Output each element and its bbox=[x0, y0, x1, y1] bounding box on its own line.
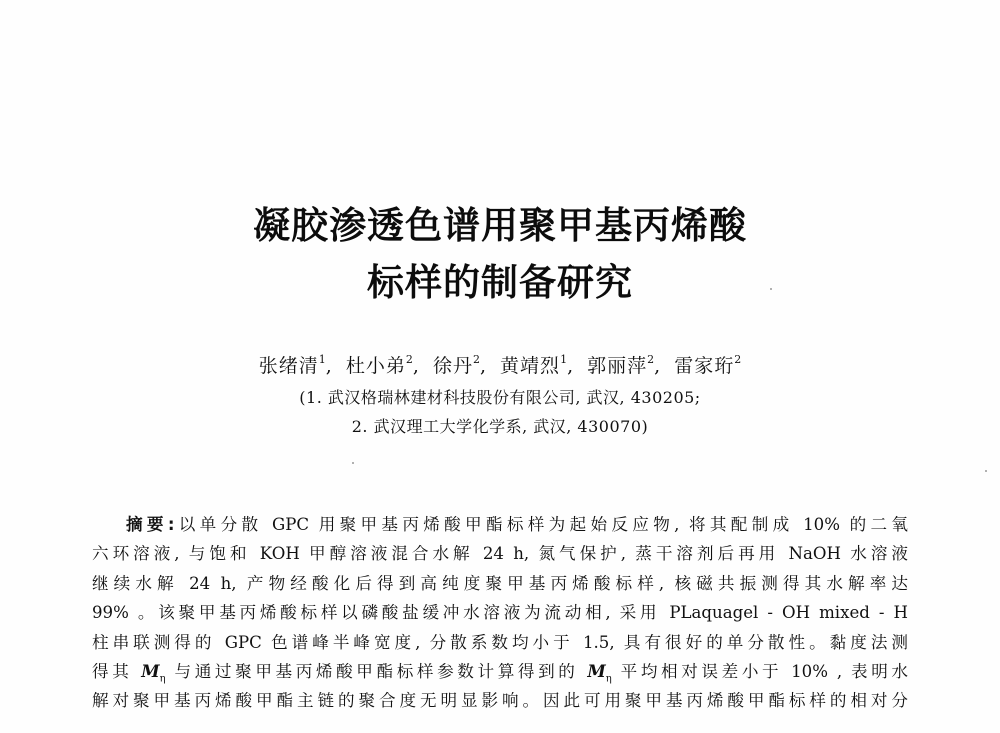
abstract-text: 平均相对误差小于 10% , 表明水 bbox=[611, 661, 908, 681]
viscosity-molecular-weight-symbol bbox=[587, 660, 612, 685]
abstract bbox=[92, 510, 908, 716]
affiliation-line-1: (1. 武汉格瑞林建材科技股份有限公司, 武汉, 430205; bbox=[299, 388, 701, 407]
author-name: 张绪清 bbox=[258, 355, 319, 377]
author-affil-mark: 2 bbox=[647, 353, 655, 366]
scan-speck bbox=[352, 462, 354, 464]
abstract-line: 99% 。该聚甲基丙烯酸标样以磷酸盐缓冲水溶液为流动相, 采用 PLaquagel - OH mixed - H bbox=[92, 603, 908, 623]
author bbox=[433, 355, 480, 377]
author bbox=[500, 355, 567, 377]
author bbox=[259, 355, 326, 377]
viscosity-molecular-weight-symbol bbox=[141, 660, 166, 685]
abstract-line: 解对聚甲基丙烯酸甲酯主链的聚合度无明显影响。因此可用聚甲基丙烯酸甲酯标样的相对分 bbox=[92, 691, 908, 711]
abstract-text: 得其 bbox=[92, 661, 142, 681]
symbol-m: M bbox=[587, 660, 606, 681]
abstract-label: 摘要: bbox=[126, 515, 175, 534]
abstract-line bbox=[92, 657, 908, 686]
abstract-line bbox=[92, 510, 908, 539]
affiliation-line-2: 2. 武汉理工大学化学系, 武汉, 430070) bbox=[351, 417, 649, 436]
abstract-line: 六环溶液, 与饱和 KOH 甲醇溶液混合水解 24 h, 氮气保护, 蒸干溶剂后再用 NaOH 水溶液 bbox=[92, 544, 908, 564]
abstract-text: 以单分散 GPC 用聚甲基丙烯酸甲酯标样为起始反应物, 将其配制成 10% 的二氧 bbox=[174, 515, 908, 534]
abstract-line: 柱串联测得的 GPC 色谱峰半峰宽度, 分散系数均小于 1.5, 具有很好的单分散性。黏度法测 bbox=[92, 632, 908, 652]
author-affil-mark: 2 bbox=[734, 353, 742, 366]
paper-title-line-2: 标样的制备研究 bbox=[367, 261, 633, 304]
author-name: 郭丽萍 bbox=[587, 355, 648, 377]
author-affil-mark: 1 bbox=[318, 353, 326, 366]
symbol-eta: η bbox=[159, 673, 166, 685]
author-list: 张绪清$^1$, 杜小弟$^2$, 徐丹$^2$, 黄靖烈$^1$, 郭丽萍$^2$, 雷家珩$^2$ bbox=[258, 353, 742, 377]
author-name: 杜小弟 bbox=[345, 355, 406, 377]
author bbox=[587, 355, 654, 377]
author-name: 雷家珩 bbox=[674, 355, 735, 377]
author-affil-mark: 2 bbox=[405, 353, 413, 366]
abstract-line: 继续水解 24 h, 产物经酸化后得到高纯度聚甲基丙烯酸标样, 核磁共振测得其水解率达 bbox=[92, 573, 908, 593]
abstract-text: 与通过聚甲基丙烯酸甲酯标样参数计算得到的 bbox=[165, 661, 588, 681]
scan-speck bbox=[770, 288, 772, 290]
author bbox=[674, 355, 741, 377]
symbol-eta: η bbox=[605, 673, 612, 685]
author bbox=[346, 355, 413, 377]
author-affil-mark: 2 bbox=[472, 353, 480, 366]
scan-speck bbox=[985, 470, 987, 472]
author-name: 徐丹 bbox=[432, 355, 473, 377]
paper-title-line-1: 凝胶渗透色谱用聚甲基丙烯酸 bbox=[253, 204, 747, 247]
author-affil-mark: 1 bbox=[560, 353, 568, 366]
symbol-m: M bbox=[141, 660, 160, 681]
author-name: 黄靖烈 bbox=[500, 355, 561, 377]
